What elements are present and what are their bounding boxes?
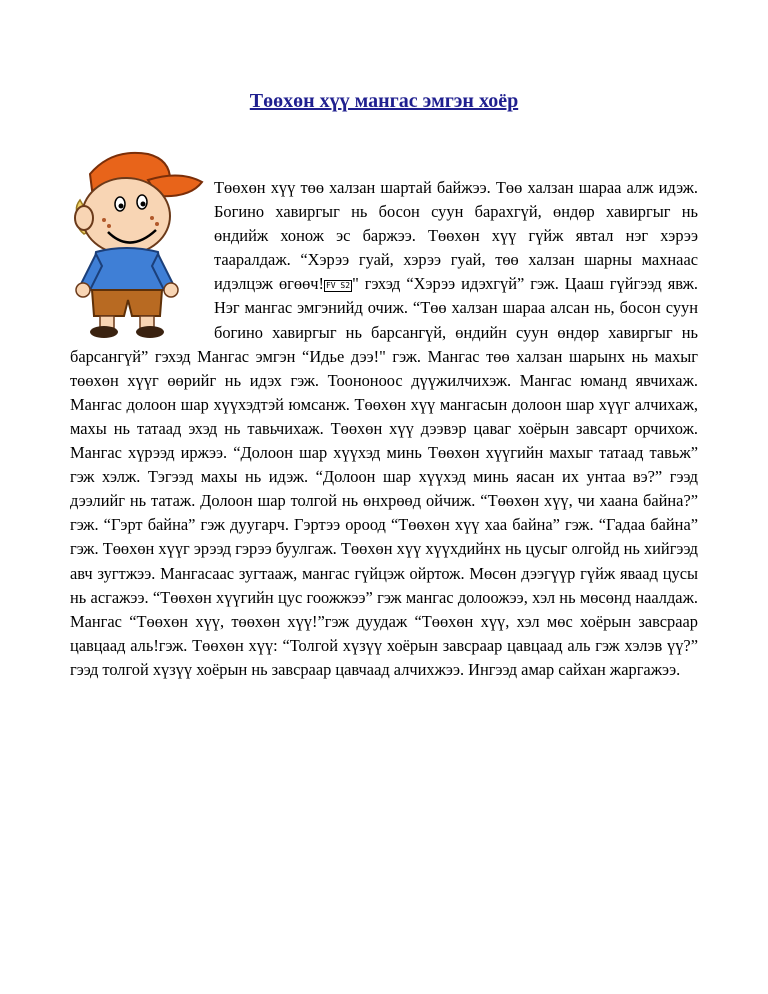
story-title: Төөхөн хүү мангас эмгэн хоёр [249, 90, 519, 112]
illustration-wrap-spacer [70, 176, 214, 344]
story-part-2: " гэхэд “Хэрээ идэхгүй” гэж. Цааш гүйгээд явж. Нэг мангас эмгэнийд очиж. “Төө халзан шараа алсан нь, босон суун богино хавиргыг нь барсангүй, өндийн суун өндөр хавиргыг нь барсангүй” гэхэд Мангас эмгэн “Идье дээ!" гэж. Мангас төө халзан шарынх нь махыг төөхөн хүүг өөрийг нь идэх гэж. Тоононоос дүүжилчихэж. Мангас юманд явчихаж. Мангас долоон шар хүүхэдтэй юмсанж. Төөхөн хүү мангасын долоон шар хүүг алчихаж, махы нь татаад эхэд нь тавьчихаж. Төөхөн хүү дээвэр цаваг хоёрын завсарт орчихож. Мангас хүрээд иржээ. “Долоон шар хүүхэд минь Төөхөн хүүгийн махыг татаад тавьж” гэж хэлж. Тэгээд махы нь идэж. “Долоон шар хүүхэд минь яасан их унтаа вэ?” гээд дээлийг нь татаж. Долоон шар толгой нь өнхрөөд ойчиж. “Төөхөн хүү, чи хаана байна?” гэж. “Гэрт байна” гэж дуугарч. Гэртээ ороод “Төөхөн хүү хаа байна” гэж. “Гадаа байна” гэж. Төөхөн хүүг эрээд гэрээ буулгаж. Төөхөн хүү хүүхдийнх нь цусыг олгойд нь хийгээд авч зугтжээ. Мангасаас зугтааж, мангас гүйцэж ойртож. Мөсөн дээгүүр гүйж яваад цусы нь асгажээ. “Төөхөн хүүгийн цус гоожжээ” гэж мангас долоожээ, хэл нь мөсөнд наалдаж. Мангас “Төөхөн хүү, төөхөн хүү!”гэж дуудаж “Төөхөн хүү, хэл мөс хоёрын завсраар цавцаад аль!гэж. Төөхөн хүү: “Толгой хүзүү хоёрын завсраар цавцаад аль гэж хэлэв үү?” гээд толгой хүзүү хоёрын нь завсраар цавчаад алчихжээ. Ингээд амар сайхан жаргажээ. [70, 274, 698, 679]
unknown-glyph-icon: FV S2 [325, 280, 351, 290]
story-text [70, 176, 698, 682]
story-part-1: Төөхөн хүү төө халзан шартай байжээ. Төө халзан шараа алж идэж. Богино хавиргыг нь босон суун барахгүй, өндөр хавиргыг нь өндийж хонож эс баржээ. Төөхөн хүү гүйж явтал нэг хэрээ тааралдаж. “Хэрээ гуай, хэрээ гуай, төө халзан шарны махнаас идэлцэж өгөөч! [214, 178, 698, 294]
